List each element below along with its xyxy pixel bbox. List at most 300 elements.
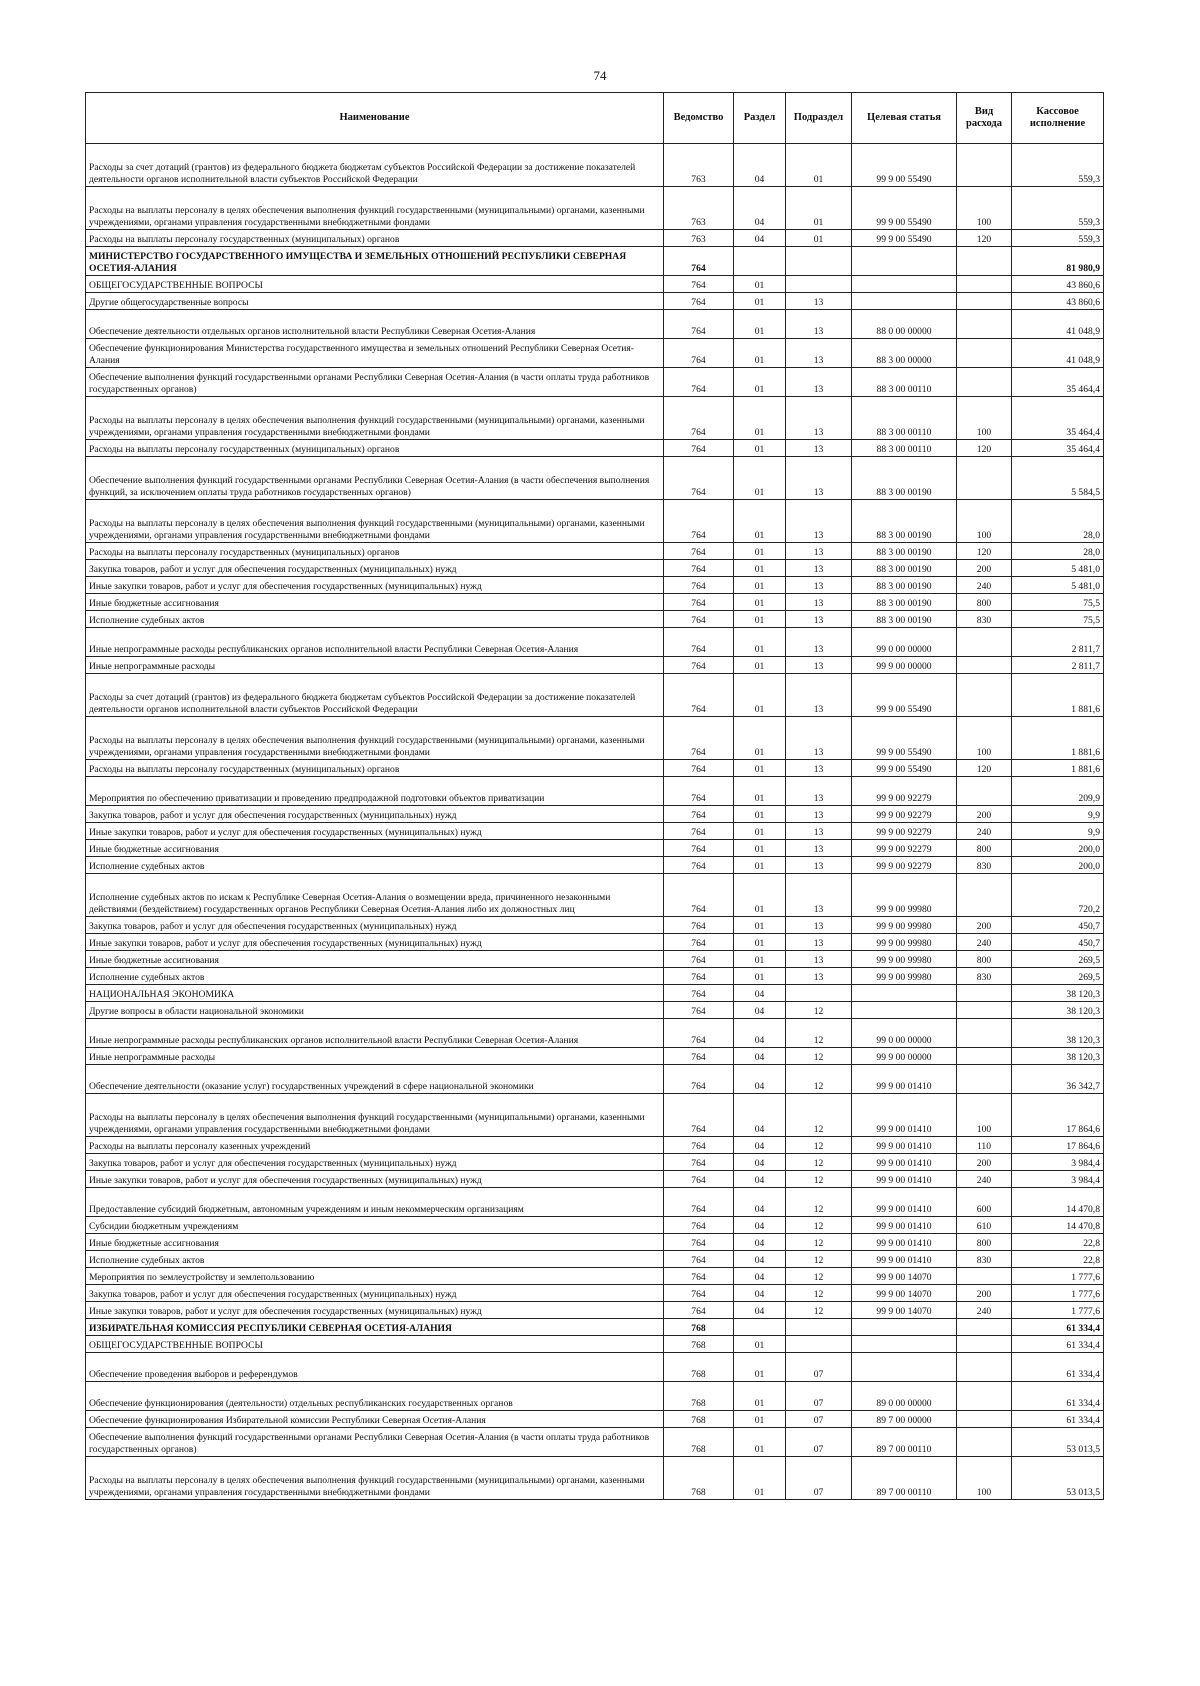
- row-razdel: [734, 247, 786, 276]
- row-name: Обеспечение выполнения функций государственными органами Республики Северная Осетия-Алания (в части оплаты труда работников государственных органов): [86, 368, 664, 397]
- row-podrazdel: 13: [786, 457, 852, 500]
- row-expense-type: [957, 777, 1012, 806]
- row-razdel: 04: [734, 1302, 786, 1319]
- row-razdel: 01: [734, 339, 786, 368]
- row-podrazdel: 01: [786, 144, 852, 187]
- row-razdel: 01: [734, 968, 786, 985]
- row-expense-type: 800: [957, 951, 1012, 968]
- row-podrazdel: 13: [786, 577, 852, 594]
- row-target-article: 99 9 00 55490: [852, 187, 957, 230]
- row-expense-type: 800: [957, 840, 1012, 857]
- row-razdel: 01: [734, 1382, 786, 1411]
- row-name: Субсидии бюджетным учреждениям: [86, 1217, 664, 1234]
- row-amount: 1 777,6: [1012, 1285, 1104, 1302]
- row-razdel: 01: [734, 857, 786, 874]
- row-vedomstvo: 764: [664, 1065, 734, 1094]
- row-target-article: 89 7 00 00110: [852, 1457, 957, 1500]
- row-expense-type: 200: [957, 560, 1012, 577]
- row-name: МИНИСТЕРСТВО ГОСУДАРСТВЕННОГО ИМУЩЕСТВА И ЗЕМЕЛЬНЫХ ОТНОШЕНИЙ РЕСПУБЛИКИ СЕВЕРНАЯ ОСЕТИЯ-АЛАНИЯ: [86, 247, 664, 276]
- row-target-article: 99 9 00 92279: [852, 840, 957, 857]
- row-vedomstvo: 764: [664, 1048, 734, 1065]
- row-target-article: 99 9 00 92279: [852, 857, 957, 874]
- row-name: ОБЩЕГОСУДАРСТВЕННЫЕ ВОПРОСЫ: [86, 276, 664, 293]
- row-name: Расходы на выплаты персоналу в целях обеспечения выполнения функций государственными (муниципальными) органами, казенными учреждениями, органами управления государственными внебюджетными фондами: [86, 397, 664, 440]
- row-podrazdel: 12: [786, 1188, 852, 1217]
- row-amount: 1 881,6: [1012, 717, 1104, 760]
- row-expense-type: 200: [957, 806, 1012, 823]
- row-vedomstvo: 764: [664, 840, 734, 857]
- row-target-article: 99 9 00 01410: [852, 1094, 957, 1137]
- table-row: [86, 951, 1104, 968]
- table-header-row: [86, 93, 1104, 144]
- row-podrazdel: 12: [786, 1019, 852, 1048]
- row-name: Исполнение судебных актов: [86, 1251, 664, 1268]
- budget-table: [85, 92, 1104, 1500]
- row-name: Закупка товаров, работ и услуг для обеспечения государственных (муниципальных) нужд: [86, 560, 664, 577]
- row-podrazdel: 07: [786, 1428, 852, 1457]
- row-razdel: 01: [734, 823, 786, 840]
- row-target-article: 99 9 00 99980: [852, 874, 957, 917]
- row-vedomstvo: 763: [664, 230, 734, 247]
- col-header-razdel: Раздел: [734, 93, 786, 144]
- row-razdel: 04: [734, 1285, 786, 1302]
- row-podrazdel: [786, 276, 852, 293]
- row-podrazdel: 12: [786, 1234, 852, 1251]
- row-expense-type: [957, 657, 1012, 674]
- table-row: [86, 1382, 1104, 1411]
- table-row: [86, 1154, 1104, 1171]
- row-podrazdel: 12: [786, 1002, 852, 1019]
- row-podrazdel: 13: [786, 874, 852, 917]
- row-expense-type: [957, 457, 1012, 500]
- row-razdel: 01: [734, 1336, 786, 1353]
- table-row: [86, 717, 1104, 760]
- row-name: Иные бюджетные ассигнования: [86, 840, 664, 857]
- table-row: [86, 247, 1104, 276]
- row-podrazdel: 13: [786, 657, 852, 674]
- row-podrazdel: 13: [786, 777, 852, 806]
- row-vedomstvo: 764: [664, 1302, 734, 1319]
- row-target-article: 99 9 00 92279: [852, 823, 957, 840]
- row-name: Иные бюджетные ассигнования: [86, 594, 664, 611]
- table-row: [86, 187, 1104, 230]
- row-podrazdel: 13: [786, 500, 852, 543]
- row-target-article: 99 9 00 99980: [852, 951, 957, 968]
- row-vedomstvo: 764: [664, 1234, 734, 1251]
- row-razdel: 01: [734, 611, 786, 628]
- row-name: Исполнение судебных актов по искам к Республике Северная Осетия-Алания о возмещении вреда, причиненного незаконными действиями (бездействием) государственных органов Республики Северная Осетия-Алания либо их должностных лиц: [86, 874, 664, 917]
- row-expense-type: 100: [957, 1094, 1012, 1137]
- row-podrazdel: 12: [786, 1048, 852, 1065]
- row-target-article: 99 0 00 00000: [852, 1019, 957, 1048]
- row-razdel: 01: [734, 1411, 786, 1428]
- table-row: [86, 1065, 1104, 1094]
- row-amount: 5 481,0: [1012, 577, 1104, 594]
- row-expense-type: 110: [957, 1137, 1012, 1154]
- row-expense-type: 200: [957, 1285, 1012, 1302]
- row-target-article: [852, 1336, 957, 1353]
- row-amount: 36 342,7: [1012, 1065, 1104, 1094]
- row-name: Расходы на выплаты персоналу в целях обеспечения выполнения функций государственными (муниципальными) органами, казенными учреждениями, органами управления государственными внебюджетными фондами: [86, 1094, 664, 1137]
- row-amount: 9,9: [1012, 823, 1104, 840]
- row-expense-type: [957, 339, 1012, 368]
- row-target-article: 99 9 00 01410: [852, 1188, 957, 1217]
- row-name: Исполнение судебных актов: [86, 611, 664, 628]
- row-amount: 1 777,6: [1012, 1302, 1104, 1319]
- row-vedomstvo: 764: [664, 293, 734, 310]
- row-amount: 53 013,5: [1012, 1457, 1104, 1500]
- row-expense-type: 100: [957, 187, 1012, 230]
- row-vedomstvo: 764: [664, 368, 734, 397]
- row-podrazdel: 13: [786, 339, 852, 368]
- row-expense-type: 830: [957, 968, 1012, 985]
- row-name: Иные бюджетные ассигнования: [86, 951, 664, 968]
- row-razdel: 01: [734, 543, 786, 560]
- row-vedomstvo: 764: [664, 1188, 734, 1217]
- row-vedomstvo: 764: [664, 276, 734, 293]
- row-razdel: 01: [734, 560, 786, 577]
- row-razdel: 04: [734, 1217, 786, 1234]
- row-razdel: 04: [734, 1094, 786, 1137]
- row-name: Закупка товаров, работ и услуг для обеспечения государственных (муниципальных) нужд: [86, 1285, 664, 1302]
- row-expense-type: [957, 1411, 1012, 1428]
- row-target-article: [852, 293, 957, 310]
- row-amount: 35 464,4: [1012, 397, 1104, 440]
- row-name: Исполнение судебных актов: [86, 968, 664, 985]
- row-target-article: 88 3 00 00190: [852, 594, 957, 611]
- row-amount: 1 777,6: [1012, 1268, 1104, 1285]
- row-amount: 38 120,3: [1012, 1002, 1104, 1019]
- row-target-article: 89 7 00 00110: [852, 1428, 957, 1457]
- row-podrazdel: 07: [786, 1411, 852, 1428]
- row-podrazdel: 12: [786, 1171, 852, 1188]
- table-row: [86, 1171, 1104, 1188]
- row-expense-type: [957, 1319, 1012, 1336]
- row-name: Расходы за счет дотаций (грантов) из федерального бюджета бюджетам субъектов Российской Федерации за достижение показателей деятельности органов исполнительной власти субъектов Российской Федерации: [86, 674, 664, 717]
- row-target-article: 89 7 00 00000: [852, 1411, 957, 1428]
- table-row: [86, 594, 1104, 611]
- row-name: Обеспечение деятельности отдельных органов исполнительной власти Республики Северная Осетия-Алания: [86, 310, 664, 339]
- row-expense-type: [957, 985, 1012, 1002]
- row-amount: 53 013,5: [1012, 1428, 1104, 1457]
- table-row: [86, 310, 1104, 339]
- row-podrazdel: 13: [786, 674, 852, 717]
- row-name: ОБЩЕГОСУДАРСТВЕННЫЕ ВОПРОСЫ: [86, 1336, 664, 1353]
- table-row: [86, 1302, 1104, 1319]
- row-podrazdel: 13: [786, 560, 852, 577]
- row-amount: 35 464,4: [1012, 440, 1104, 457]
- row-vedomstvo: 764: [664, 857, 734, 874]
- row-razdel: 01: [734, 760, 786, 777]
- row-target-article: [852, 1353, 957, 1382]
- row-expense-type: [957, 1382, 1012, 1411]
- row-target-article: 99 0 00 00000: [852, 628, 957, 657]
- row-vedomstvo: 764: [664, 339, 734, 368]
- row-target-article: 99 9 00 99980: [852, 968, 957, 985]
- row-podrazdel: 13: [786, 917, 852, 934]
- row-target-article: 99 9 00 14070: [852, 1268, 957, 1285]
- table-row: [86, 560, 1104, 577]
- row-podrazdel: 13: [786, 293, 852, 310]
- row-name: Обеспечение проведения выборов и референдумов: [86, 1353, 664, 1382]
- row-vedomstvo: 764: [664, 760, 734, 777]
- row-name: Иные закупки товаров, работ и услуг для обеспечения государственных (муниципальных) нужд: [86, 823, 664, 840]
- table-row: [86, 1217, 1104, 1234]
- page-number: 74: [593, 68, 607, 83]
- row-target-article: 99 9 00 55490: [852, 144, 957, 187]
- row-razdel: 01: [734, 500, 786, 543]
- row-target-article: 88 3 00 00000: [852, 339, 957, 368]
- row-expense-type: 120: [957, 543, 1012, 560]
- row-vedomstvo: 764: [664, 1094, 734, 1137]
- row-vedomstvo: 764: [664, 1285, 734, 1302]
- row-amount: 61 334,4: [1012, 1336, 1104, 1353]
- row-amount: 28,0: [1012, 500, 1104, 543]
- row-podrazdel: 07: [786, 1457, 852, 1500]
- row-amount: 38 120,3: [1012, 985, 1104, 1002]
- row-name: Расходы на выплаты персоналу в целях обеспечения выполнения функций государственными (муниципальными) органами, казенными учреждениями, органами управления государственными внебюджетными фондами: [86, 1457, 664, 1500]
- table-row: [86, 1411, 1104, 1428]
- col-header-podrazdel: Подраздел: [786, 93, 852, 144]
- row-target-article: 88 3 00 00190: [852, 560, 957, 577]
- row-target-article: 99 9 00 01410: [852, 1154, 957, 1171]
- row-expense-type: 100: [957, 717, 1012, 760]
- row-name: Закупка товаров, работ и услуг для обеспечения государственных (муниципальных) нужд: [86, 917, 664, 934]
- row-razdel: 04: [734, 1188, 786, 1217]
- row-name: Расходы на выплаты персоналу в целях обеспечения выполнения функций государственными (муниципальными) органами, казенными учреждениями, органами управления государственными внебюджетными фондами: [86, 187, 664, 230]
- row-podrazdel: 12: [786, 1217, 852, 1234]
- table-row: [86, 1234, 1104, 1251]
- col-header-name: Наименование: [86, 93, 664, 144]
- table-row: [86, 840, 1104, 857]
- row-target-article: 99 9 00 01410: [852, 1171, 957, 1188]
- row-name: Расходы на выплаты персоналу государственных (муниципальных) органов: [86, 440, 664, 457]
- row-expense-type: 100: [957, 397, 1012, 440]
- row-vedomstvo: 764: [664, 917, 734, 934]
- row-vedomstvo: 764: [664, 628, 734, 657]
- table-row: [86, 1319, 1104, 1336]
- row-podrazdel: 13: [786, 823, 852, 840]
- row-target-article: 99 9 00 01410: [852, 1234, 957, 1251]
- row-target-article: [852, 276, 957, 293]
- row-vedomstvo: 768: [664, 1382, 734, 1411]
- row-name: Иные закупки товаров, работ и услуг для обеспечения государственных (муниципальных) нужд: [86, 1171, 664, 1188]
- row-target-article: 99 9 00 92279: [852, 777, 957, 806]
- row-amount: 28,0: [1012, 543, 1104, 560]
- row-name: Расходы за счет дотаций (грантов) из федерального бюджета бюджетам субъектов Российской Федерации за достижение показателей деятельности органов исполнительной власти субъектов Российской Федерации: [86, 144, 664, 187]
- row-target-article: 99 9 00 14070: [852, 1302, 957, 1319]
- table-row: [86, 917, 1104, 934]
- table-row: [86, 1268, 1104, 1285]
- row-amount: 61 334,4: [1012, 1319, 1104, 1336]
- table-row: [86, 1336, 1104, 1353]
- row-vedomstvo: 764: [664, 1019, 734, 1048]
- row-target-article: 99 9 00 99980: [852, 934, 957, 951]
- row-target-article: 99 9 00 99980: [852, 917, 957, 934]
- row-razdel: 01: [734, 368, 786, 397]
- row-amount: 38 120,3: [1012, 1019, 1104, 1048]
- row-razdel: 04: [734, 144, 786, 187]
- row-name: Другие общегосударственные вопросы: [86, 293, 664, 310]
- table-row: [86, 293, 1104, 310]
- row-expense-type: [957, 1002, 1012, 1019]
- row-target-article: 88 3 00 00110: [852, 397, 957, 440]
- table-row: [86, 934, 1104, 951]
- row-name: Закупка товаров, работ и услуг для обеспечения государственных (муниципальных) нужд: [86, 806, 664, 823]
- row-target-article: 99 9 00 55490: [852, 760, 957, 777]
- table-row: [86, 968, 1104, 985]
- row-vedomstvo: 764: [664, 823, 734, 840]
- row-target-article: 99 9 00 01410: [852, 1251, 957, 1268]
- row-podrazdel: 12: [786, 1094, 852, 1137]
- col-header-vedomstvo: Ведомство: [664, 93, 734, 144]
- row-target-article: 99 9 00 00000: [852, 1048, 957, 1065]
- row-razdel: 01: [734, 777, 786, 806]
- row-expense-type: 830: [957, 857, 1012, 874]
- row-expense-type: [957, 310, 1012, 339]
- row-podrazdel: 13: [786, 857, 852, 874]
- row-podrazdel: 12: [786, 1154, 852, 1171]
- table-row: [86, 397, 1104, 440]
- table-row: [86, 1457, 1104, 1500]
- row-name: Расходы на выплаты персоналу государственных (муниципальных) органов: [86, 760, 664, 777]
- row-target-article: 99 9 00 01410: [852, 1217, 957, 1234]
- row-target-article: [852, 1319, 957, 1336]
- row-target-article: 99 9 00 14070: [852, 1285, 957, 1302]
- row-expense-type: 120: [957, 760, 1012, 777]
- table-row: [86, 657, 1104, 674]
- row-amount: 5 481,0: [1012, 560, 1104, 577]
- row-target-article: 88 3 00 00190: [852, 500, 957, 543]
- row-vedomstvo: 764: [664, 397, 734, 440]
- row-vedomstvo: 764: [664, 777, 734, 806]
- row-podrazdel: 12: [786, 1251, 852, 1268]
- row-expense-type: [957, 247, 1012, 276]
- row-name: Расходы на выплаты персоналу казенных учреждений: [86, 1137, 664, 1154]
- row-amount: 14 470,8: [1012, 1188, 1104, 1217]
- row-razdel: 04: [734, 1268, 786, 1285]
- table-row: [86, 457, 1104, 500]
- row-target-article: 99 9 00 55490: [852, 674, 957, 717]
- row-razdel: 01: [734, 397, 786, 440]
- row-expense-type: 120: [957, 440, 1012, 457]
- row-expense-type: 600: [957, 1188, 1012, 1217]
- table-row: [86, 1353, 1104, 1382]
- col-header-target-article: Целевая статья: [852, 93, 957, 144]
- row-razdel: 01: [734, 440, 786, 457]
- row-name: Расходы на выплаты персоналу в целях обеспечения выполнения функций государственными (муниципальными) органами, казенными учреждениями, органами управления государственными внебюджетными фондами: [86, 717, 664, 760]
- table-row: [86, 760, 1104, 777]
- row-razdel: 04: [734, 1137, 786, 1154]
- row-podrazdel: [786, 1336, 852, 1353]
- row-vedomstvo: 768: [664, 1319, 734, 1336]
- row-name: Закупка товаров, работ и услуг для обеспечения государственных (муниципальных) нужд: [86, 1154, 664, 1171]
- row-podrazdel: 13: [786, 611, 852, 628]
- table-row: [86, 500, 1104, 543]
- row-name: Расходы на выплаты персоналу государственных (муниципальных) органов: [86, 230, 664, 247]
- row-name: Предоставление субсидий бюджетным, автономным учреждениям и иным некоммерческим организациям: [86, 1188, 664, 1217]
- row-amount: 200,0: [1012, 840, 1104, 857]
- row-amount: 17 864,6: [1012, 1137, 1104, 1154]
- row-expense-type: 200: [957, 917, 1012, 934]
- row-vedomstvo: 764: [664, 500, 734, 543]
- row-amount: 269,5: [1012, 968, 1104, 985]
- row-name: Обеспечение деятельности (оказание услуг) государственных учреждений в сфере национальной экономики: [86, 1065, 664, 1094]
- row-vedomstvo: 764: [664, 310, 734, 339]
- table-row: [86, 577, 1104, 594]
- row-amount: 43 860,6: [1012, 293, 1104, 310]
- row-name: Обеспечение выполнения функций государственными органами Республики Северная Осетия-Алания (в части оплаты труда работников государственных органов): [86, 1428, 664, 1457]
- row-vedomstvo: 764: [664, 657, 734, 674]
- row-target-article: 89 0 00 00000: [852, 1382, 957, 1411]
- row-vedomstvo: 764: [664, 985, 734, 1002]
- table-row: [86, 874, 1104, 917]
- table-row: [86, 543, 1104, 560]
- row-vedomstvo: 763: [664, 187, 734, 230]
- row-vedomstvo: 764: [664, 1137, 734, 1154]
- row-vedomstvo: 764: [664, 717, 734, 760]
- row-razdel: 01: [734, 717, 786, 760]
- table-row: [86, 1285, 1104, 1302]
- row-amount: 61 334,4: [1012, 1382, 1104, 1411]
- col-header-cash-execution: Кассовое исполнение: [1012, 93, 1104, 144]
- table-row: [86, 1188, 1104, 1217]
- row-target-article: 99 9 00 92279: [852, 806, 957, 823]
- row-amount: 81 980,9: [1012, 247, 1104, 276]
- row-podrazdel: [786, 985, 852, 1002]
- row-amount: 450,7: [1012, 934, 1104, 951]
- row-vedomstvo: 764: [664, 457, 734, 500]
- row-podrazdel: 13: [786, 951, 852, 968]
- row-podrazdel: 12: [786, 1285, 852, 1302]
- col-header-expense-type: Вид расхода: [957, 93, 1012, 144]
- row-name: Иные закупки товаров, работ и услуг для обеспечения государственных (муниципальных) нужд: [86, 577, 664, 594]
- row-vedomstvo: 764: [664, 874, 734, 917]
- row-expense-type: 240: [957, 1171, 1012, 1188]
- row-amount: 559,3: [1012, 144, 1104, 187]
- row-razdel: 01: [734, 577, 786, 594]
- row-vedomstvo: 768: [664, 1457, 734, 1500]
- table-row: [86, 440, 1104, 457]
- row-name: Мероприятия по обеспечению приватизации и проведению предпродажной подготовки объектов приватизации: [86, 777, 664, 806]
- row-expense-type: 830: [957, 1251, 1012, 1268]
- table-row: [86, 985, 1104, 1002]
- table-row: [86, 1251, 1104, 1268]
- row-name: Обеспечение функционирования Избирательной комиссии Республики Северная Осетия-Алания: [86, 1411, 664, 1428]
- row-vedomstvo: 764: [664, 577, 734, 594]
- row-amount: 35 464,4: [1012, 368, 1104, 397]
- row-expense-type: 100: [957, 500, 1012, 543]
- row-expense-type: [957, 1336, 1012, 1353]
- row-amount: 3 984,4: [1012, 1171, 1104, 1188]
- row-razdel: 04: [734, 1251, 786, 1268]
- row-vedomstvo: 764: [664, 1217, 734, 1234]
- row-expense-type: [957, 1048, 1012, 1065]
- row-amount: 559,3: [1012, 187, 1104, 230]
- row-razdel: 01: [734, 917, 786, 934]
- table-row: [86, 276, 1104, 293]
- row-name: Обеспечение функционирования Министерства государственного имущества и земельных отношений Республики Северная Осетия-Алания: [86, 339, 664, 368]
- row-amount: 61 334,4: [1012, 1353, 1104, 1382]
- row-expense-type: [957, 628, 1012, 657]
- row-vedomstvo: 764: [664, 611, 734, 628]
- row-target-article: [852, 985, 957, 1002]
- row-name: Иные бюджетные ассигнования: [86, 1234, 664, 1251]
- row-expense-type: [957, 874, 1012, 917]
- row-name: Иные непрограммные расходы: [86, 657, 664, 674]
- row-razdel: 01: [734, 628, 786, 657]
- row-podrazdel: 13: [786, 440, 852, 457]
